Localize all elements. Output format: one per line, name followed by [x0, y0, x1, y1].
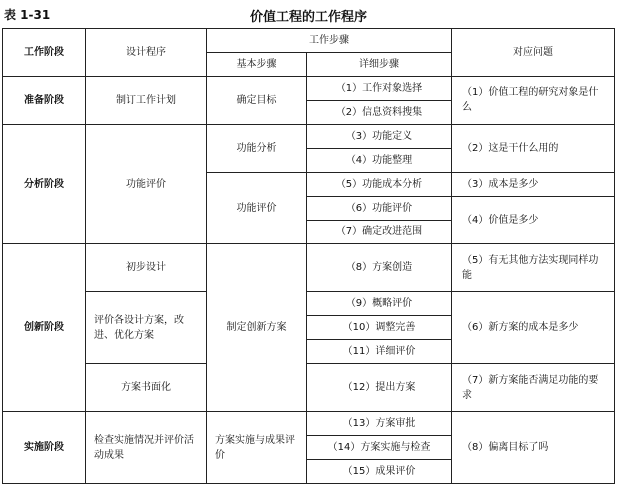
prep-stage: 准备阶段 [3, 76, 86, 124]
table-row [3, 76, 615, 100]
detail-step: （2）信息资料搜集 [307, 100, 452, 124]
innovation-basic: 制定创新方案 [207, 244, 307, 412]
detail-step: （11）详细评价 [307, 340, 452, 364]
impl-stage: 实施阶段 [3, 412, 86, 484]
table-label: 表 1-31 [4, 8, 51, 22]
analysis-question-3: （4）价值是多少 [452, 196, 615, 244]
header-detail: 详细步骤 [307, 52, 452, 76]
innovation-question-3: （7）新方案能否满足功能的要求 [452, 364, 615, 412]
impl-basic: 方案实施与成果评价 [207, 412, 307, 484]
prep-design: 制订工作计划 [86, 76, 207, 124]
header-design: 设计程序 [86, 29, 207, 77]
analysis-question-1: （2）这是干什么用的 [452, 124, 615, 172]
analysis-basic-2: 功能评价 [207, 172, 307, 244]
innovation-design-2: 评价各设计方案，改进、优化方案 [86, 292, 207, 364]
innovation-question-1: （5）有无其他方法实现同样功能 [452, 244, 615, 292]
detail-step: （12）提出方案 [307, 364, 452, 412]
header-row-1 [3, 29, 615, 53]
detail-step: （9）概略评价 [307, 292, 452, 316]
detail-step: （4）功能整理 [307, 148, 452, 172]
table-row [3, 412, 615, 436]
table-row [3, 364, 615, 412]
detail-step: （13）方案审批 [307, 412, 452, 436]
prep-basic: 确定目标 [207, 76, 307, 124]
table-heading [0, 0, 617, 28]
detail-step: （10）调整完善 [307, 316, 452, 340]
prep-question: （1）价值工程的研究对象是什么 [452, 76, 615, 124]
detail-step: （8）方案创造 [307, 244, 452, 292]
analysis-stage: 分析阶段 [3, 124, 86, 244]
workflow-table [2, 28, 615, 484]
table-row [3, 292, 615, 316]
analysis-question-2: （3）成本是多少 [452, 172, 615, 196]
detail-step: （15）成果评价 [307, 459, 452, 483]
table-row [3, 244, 615, 292]
innovation-design-1: 初步设计 [86, 244, 207, 292]
innovation-question-2: （6）新方案的成本是多少 [452, 292, 615, 364]
detail-step: （6）功能评价 [307, 196, 452, 220]
analysis-design: 功能评价 [86, 124, 207, 244]
header-stage: 工作阶段 [3, 29, 86, 77]
header-question: 对应问题 [452, 29, 615, 77]
detail-step: （1）工作对象选择 [307, 76, 452, 100]
impl-design: 检查实施情况并评价活动成果 [86, 412, 207, 484]
detail-step: （5）功能成本分析 [307, 172, 452, 196]
header-basic: 基本步骤 [207, 52, 307, 76]
detail-step: （7）确定改进范围 [307, 220, 452, 244]
detail-step: （3）功能定义 [307, 124, 452, 148]
innovation-design-3: 方案书面化 [86, 364, 207, 412]
table-row [3, 124, 615, 148]
detail-step: （14）方案实施与检查 [307, 435, 452, 459]
header-steps: 工作步骤 [207, 29, 452, 53]
analysis-basic-1: 功能分析 [207, 124, 307, 172]
table-title: 价值工程的工作程序 [249, 10, 367, 25]
innovation-stage: 创新阶段 [3, 244, 86, 412]
impl-question: （8）偏离目标了吗 [452, 412, 615, 484]
